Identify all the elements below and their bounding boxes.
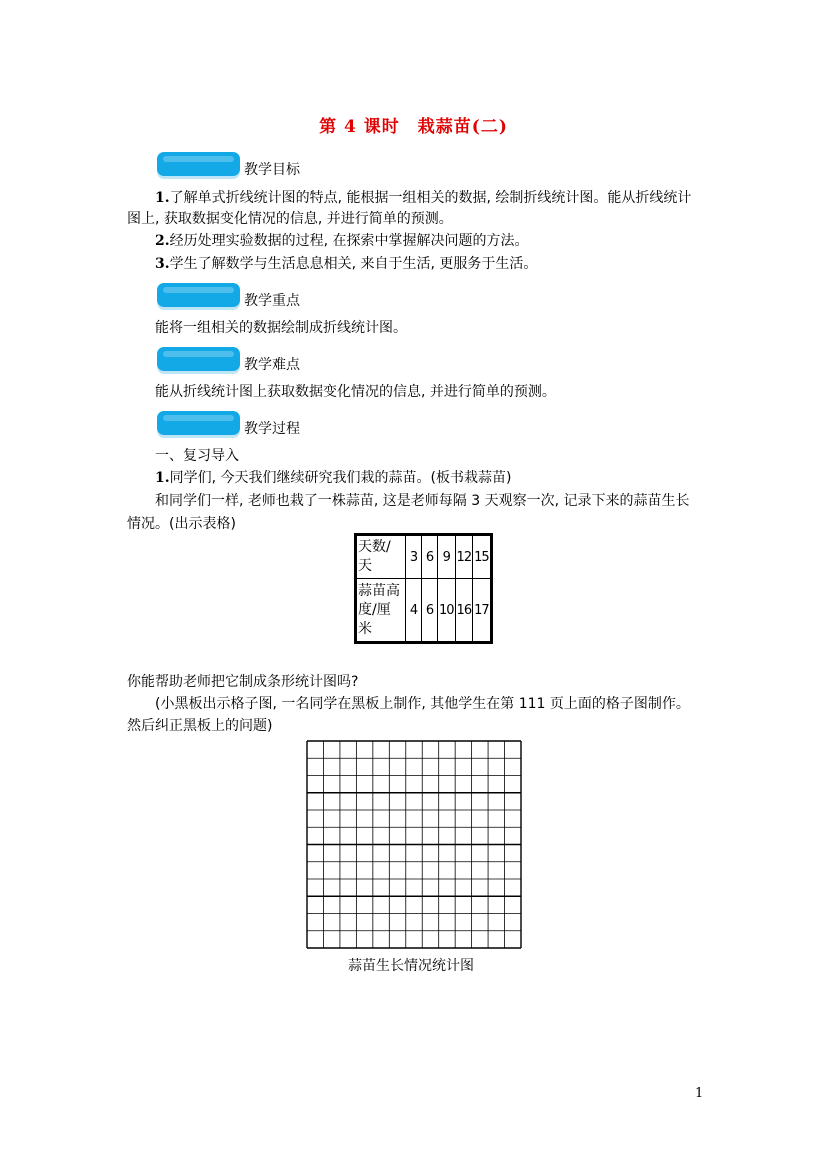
table-cell: 17 bbox=[473, 579, 492, 643]
table-cell: 6 bbox=[422, 579, 438, 643]
process-part-1: 一、复习导入 bbox=[155, 448, 239, 464]
section-badge bbox=[157, 152, 240, 176]
process-paragraph-3: (小黑板出示格子图, 一名同学在黑板上制作, 其他学生在第 111 页上面的格子图制作。 bbox=[155, 696, 690, 712]
section-badge bbox=[157, 283, 240, 307]
table-cell: 12 bbox=[455, 535, 473, 579]
table-cell: 3 bbox=[406, 535, 422, 579]
section-header-process bbox=[157, 411, 457, 441]
process-paragraph-2: 和同学们一样, 老师也栽了一株蒜苗, 这是老师每隔 3 天观察一次, 记录下来的蒜苗生长 bbox=[155, 493, 690, 509]
blank-grid-chart bbox=[306, 740, 522, 949]
section-label-goals: 教学目标 bbox=[244, 162, 300, 178]
table-row bbox=[356, 579, 492, 643]
section-header-difficulty bbox=[157, 347, 457, 377]
section-label-process: 教学过程 bbox=[244, 421, 300, 437]
table-header-height: 蒜苗高度/厘米 bbox=[356, 579, 406, 643]
table-row bbox=[356, 535, 492, 579]
table-cell: 4 bbox=[406, 579, 422, 643]
goal-item-1: 1.了解单式折线统计图的特点, 能根据一组相关的数据, 绘制折线统计图。能从折线统计 bbox=[155, 190, 692, 206]
process-paragraph-3-continued: 然后纠正黑板上的问题) bbox=[127, 718, 273, 734]
table-cell: 6 bbox=[422, 535, 438, 579]
page-title: 第 4 课时 栽蒜苗(二) bbox=[319, 117, 508, 137]
difficulty-text: 能从折线统计图上获取数据变化情况的信息, 并进行简单的预测。 bbox=[155, 384, 556, 400]
table-cell: 9 bbox=[438, 535, 456, 579]
section-label-difficulty: 教学难点 bbox=[244, 357, 300, 373]
table-header-days: 天数/天 bbox=[356, 535, 406, 579]
goal-item-1-continued: 图上, 获取数据变化情况的信息, 并进行简单的预测。 bbox=[127, 211, 453, 227]
data-table bbox=[354, 533, 493, 644]
question-text: 你能帮助老师把它制成条形统计图吗? bbox=[127, 674, 359, 690]
table-cell: 15 bbox=[473, 535, 492, 579]
page-number: 1 bbox=[695, 1086, 704, 1101]
section-badge bbox=[157, 411, 240, 435]
goal-item-2: 2.经历处理实验数据的过程, 在探索中掌握解决问题的方法。 bbox=[155, 233, 529, 249]
process-paragraph-2-continued: 情况。(出示表格) bbox=[127, 516, 236, 532]
table-cell: 10 bbox=[438, 579, 456, 643]
table-cell: 16 bbox=[455, 579, 473, 643]
section-header-goals bbox=[157, 152, 457, 182]
goal-item-3: 3.学生了解数学与生活息息相关, 来自于生活, 更服务于生活。 bbox=[155, 256, 538, 272]
section-label-key: 教学重点 bbox=[244, 293, 300, 309]
process-paragraph-1: 1.同学们, 今天我们继续研究我们栽的蒜苗。(板书栽蒜苗) bbox=[155, 470, 512, 486]
key-point-text: 能将一组相关的数据绘制成折线统计图。 bbox=[155, 320, 407, 336]
grid-caption: 蒜苗生长情况统计图 bbox=[348, 958, 474, 974]
section-badge bbox=[157, 347, 240, 371]
section-header-key bbox=[157, 283, 457, 313]
